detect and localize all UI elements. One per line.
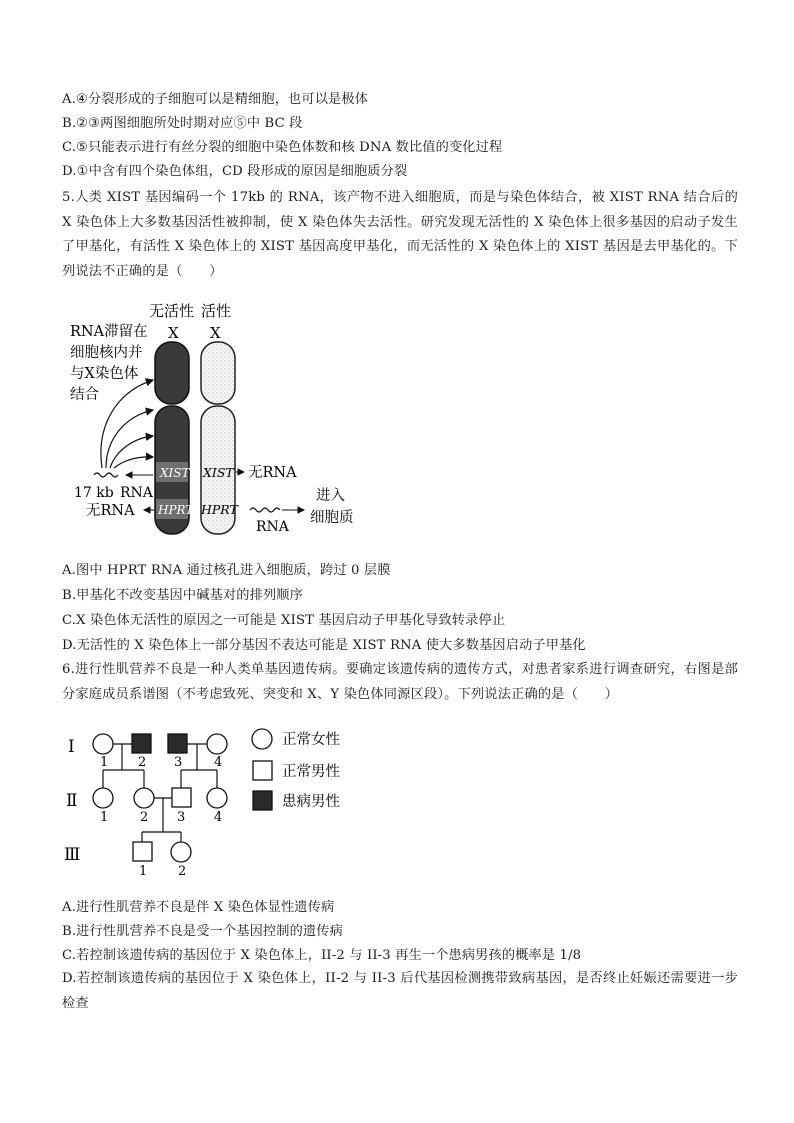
hprt-gene-inactive: HPRT (158, 503, 194, 517)
option-b-prev: B.②③两图细胞所处时期对应⑤中 BC 段 (62, 116, 303, 131)
g2-2-normal-female (134, 788, 154, 808)
g2-1-normal-female (93, 788, 113, 808)
g1-1-normal-female (93, 734, 113, 754)
legend-normal-female-symbol (252, 729, 272, 749)
option-a-prev: A.④分裂形成的子细胞可以是精细胞，也可以是极体 (62, 92, 369, 107)
g2-4-normal-female (207, 788, 227, 808)
xist-gene-active: XIST (203, 465, 234, 480)
g1-3-affected-male (168, 734, 187, 753)
binding-arrow-4 (114, 457, 153, 468)
option-d-prev: D.①中含有四个染色体组，CD 段形成的原因是细胞质分裂 (62, 164, 408, 179)
xist-gene-inactive: XIST (160, 466, 190, 480)
q6-option-d: D.若控制该遗传病的基因位于 X 染色体上，II-2 与 II-3 后代基因检测携带致病基因，是否终止妊娠还需要进一步检查 (62, 971, 738, 1011)
legend-affected-male-symbol (253, 791, 272, 810)
q6-option-a: A.进行性肌营养不良是伴 X 染色体显性遗传病 (62, 900, 335, 915)
active-x-label: X (210, 324, 221, 342)
g1-num-2: 2 (138, 755, 147, 770)
q5-option-a: A.图中 HPRT RNA 通过核孔进入细胞质，跨过 0 层膜 (62, 563, 391, 578)
g1-4-normal-female (207, 734, 227, 754)
legend-normal-male-symbol (253, 761, 272, 780)
gen-label-2: Ⅱ (66, 791, 78, 811)
q6-stem: 6.进行性肌营养不良是一种人类单基因遗传病。要确定该遗传病的遗传方式，对患者家系进行调查研究，右图是部分家庭成员系谱图（不考虑致死、突变和 X、Y 染色体同源区段）。下列说法正确的是（ ） (62, 662, 738, 702)
gen-label-1: Ⅰ (68, 737, 75, 757)
note-line-3: 与X染色体 (70, 366, 139, 382)
inactive-label: 无活性 (149, 302, 195, 320)
rna-label-left: RNA (120, 485, 153, 501)
pedigree-figure (60, 722, 360, 887)
g2-3-normal-male (172, 788, 191, 807)
enter-label-1: 进入 (316, 488, 345, 504)
inactive-x-label: X (168, 324, 179, 342)
g1-num-1: 1 (100, 755, 109, 770)
g3-1-normal-male (133, 842, 152, 861)
q6-option-b: B.进行性肌营养不良是受一个基因控制的遗传病 (62, 924, 343, 939)
note-line-4: 结合 (70, 387, 99, 403)
q5-option-b: B.甲基化不改变基因中碱基对的排列顺序 (62, 588, 303, 603)
inactive-x-upper-arm (155, 342, 189, 404)
no-rna-label-left: 无RNA (86, 503, 135, 519)
g1-2-affected-male (132, 734, 151, 753)
g1-num-3: 3 (174, 755, 183, 770)
binding-arrow-1 (101, 380, 153, 468)
xist-rna-wave (94, 473, 118, 477)
q6-option-c: C.若控制该遗传病的基因位于 X 染色体上，II-2 与 II-3 再生一个患病男孩的概率是 1/8 (62, 948, 582, 963)
active-label: 活性 (201, 302, 232, 320)
enter-label-2: 细胞质 (310, 510, 354, 526)
kb-label: 17 kb (74, 485, 114, 501)
binding-arrow-3 (110, 436, 153, 468)
legend-normal-male: 正常男性 (282, 764, 340, 780)
no-rna-label-right: 无RNA (248, 465, 297, 481)
g2-num-2: 2 (140, 810, 149, 825)
q5-option-d: D.无活性的 X 染色体上一部分基因不表达可能是 XIST RNA 使大多数基因启动子甲基化 (62, 638, 586, 653)
g3-num-1: 1 (139, 864, 148, 879)
g2-num-3: 3 (177, 810, 186, 825)
q5-stem: 5.人类 XIST 基因编码一个 17kb 的 RNA，该产物不进入细胞质，而是与染色体结合，被 XIST RNA 结合后的 X 染色体上大多数基因活性被抑制，使 X 染色体失去活性。研究发现无活性的 X 染色体上很多基因的启动子发生了甲基化，有活性 X 染色体上的 XIST 基因高度甲基化，而无活性的 X 染色体上的 XIST 基因是去甲基化的。下列说法不正确的是（ ） (62, 190, 738, 279)
note-line-1: RNA滞留在 (70, 324, 148, 340)
g3-2-normal-female (171, 842, 191, 862)
q5-option-c: C.X 染色体无活性的原因之一可能是 XIST 基因启动子甲基化导致转录停止 (62, 613, 506, 628)
active-x-upper-arm (201, 342, 235, 404)
note-line-2: 细胞核内并 (70, 345, 143, 361)
rna-label-right: RNA (256, 519, 289, 535)
g3-num-2: 2 (178, 864, 187, 879)
gen-label-3: Ⅲ (64, 845, 81, 865)
g2-num-1: 1 (100, 810, 109, 825)
legend-affected-male: 患病男性 (282, 794, 340, 810)
xist-figure (60, 296, 370, 542)
hprt-rna-wave (250, 508, 280, 512)
g1-num-4: 4 (214, 755, 223, 770)
option-c-prev: C.⑤只能表示进行有丝分裂的细胞中染色体数和核 DNA 数比值的变化过程 (62, 140, 503, 155)
hprt-gene-active: HPRT (201, 502, 238, 517)
legend-normal-female: 正常女性 (282, 732, 340, 748)
g2-num-4: 4 (214, 810, 223, 825)
